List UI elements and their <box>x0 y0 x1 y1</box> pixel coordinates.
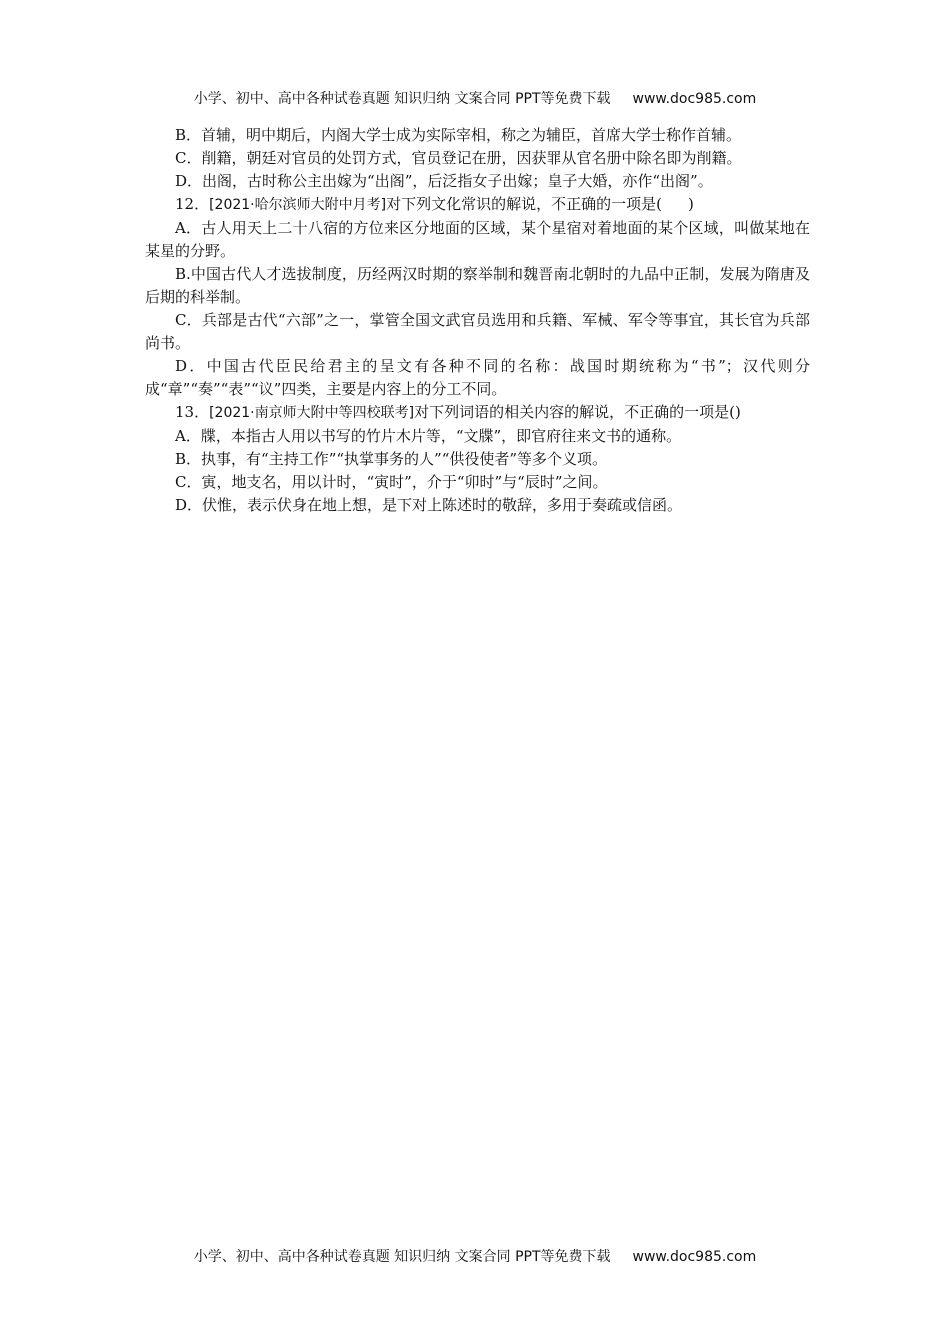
q12-stem <box>145 193 810 217</box>
q11-option-d: D．出阁，古时称公主出嫁为“出阁”，后泛指女子出嫁；皇子大婚，亦作“出阁”。 <box>175 172 713 190</box>
q11-option-c: C．削籍，朝廷对官员的处罚方式，官员登记在册，因获罪从官名册中除名即为削籍。 <box>175 149 742 167</box>
header-text: 小学、初中、高中各种试卷真题 知识归纳 文案合同 PPT等免费下载 <box>193 91 611 107</box>
q13-source: [2021·南京师大附中等四校联考] <box>209 405 415 421</box>
page-footer <box>0 1246 950 1266</box>
q12-stem-close: ) <box>687 195 694 213</box>
page-header <box>0 88 950 108</box>
q13-number: 13． <box>175 403 210 421</box>
q11-option-b: B．首辅，明中期后，内阁大学士成为实际宰相，称之为辅臣，首席大学士称作首辅。 <box>175 126 742 144</box>
q13-option-b: B．执事，有“主持工作”“执掌事务的人”“供役使者”等多个义项。 <box>175 450 608 468</box>
q12-option-b: B.中国古代人才选拔制度，历经两汉时期的察举制和魏晋南北朝时的九品中正制，发展为隋唐及后期的科举制。 <box>145 265 810 306</box>
q12-option-a: A．古人用天上二十八宿的方位来区分地面的区域，某个星宿对着地面的某个区域，叫做某地在某星的分野。 <box>145 219 810 260</box>
q13-stem <box>145 401 810 425</box>
q13-stem-text: 对下列词语的相关内容的解说，不正确的一项是( <box>414 403 735 421</box>
q12-option-d: D．中国古代臣民给君主的呈文有各种不同的名称：战国时期统称为“书”；汉代则分成“章”“奏”“表”“议”四类，主要是内容上的分工不同。 <box>145 357 810 398</box>
q12-number: 12． <box>175 195 210 213</box>
footer-site: www.doc985.com <box>632 1249 757 1265</box>
document-body <box>145 124 810 517</box>
q12-source: [2021·哈尔滨师大附中月考] <box>209 197 387 213</box>
q13-option-c: C．寅，地支名，用以计时，“寅时”，介于“卯时”与“辰时”之间。 <box>175 473 608 491</box>
q12-option-c: C．兵部是古代“六部”之一，掌管全国文武官员选用和兵籍、军械、军令等事宜，其长官为兵部尚书。 <box>145 311 810 352</box>
q13-option-a: A．牒，本指古人用以书写的竹片木片等，“文牒”，即官府往来文书的通称。 <box>175 427 682 445</box>
q13-stem-close: ) <box>734 403 741 421</box>
footer-text: 小学、初中、高中各种试卷真题 知识归纳 文案合同 PPT等免费下载 <box>193 1249 611 1265</box>
q12-stem-text: 对下列文化常识的解说，不正确的一项是( <box>386 195 662 213</box>
q13-option-d: D．伏惟，表示伏身在地上想，是下对上陈述时的敬辞，多用于奏疏或信函。 <box>175 496 683 514</box>
header-site: www.doc985.com <box>632 91 757 107</box>
